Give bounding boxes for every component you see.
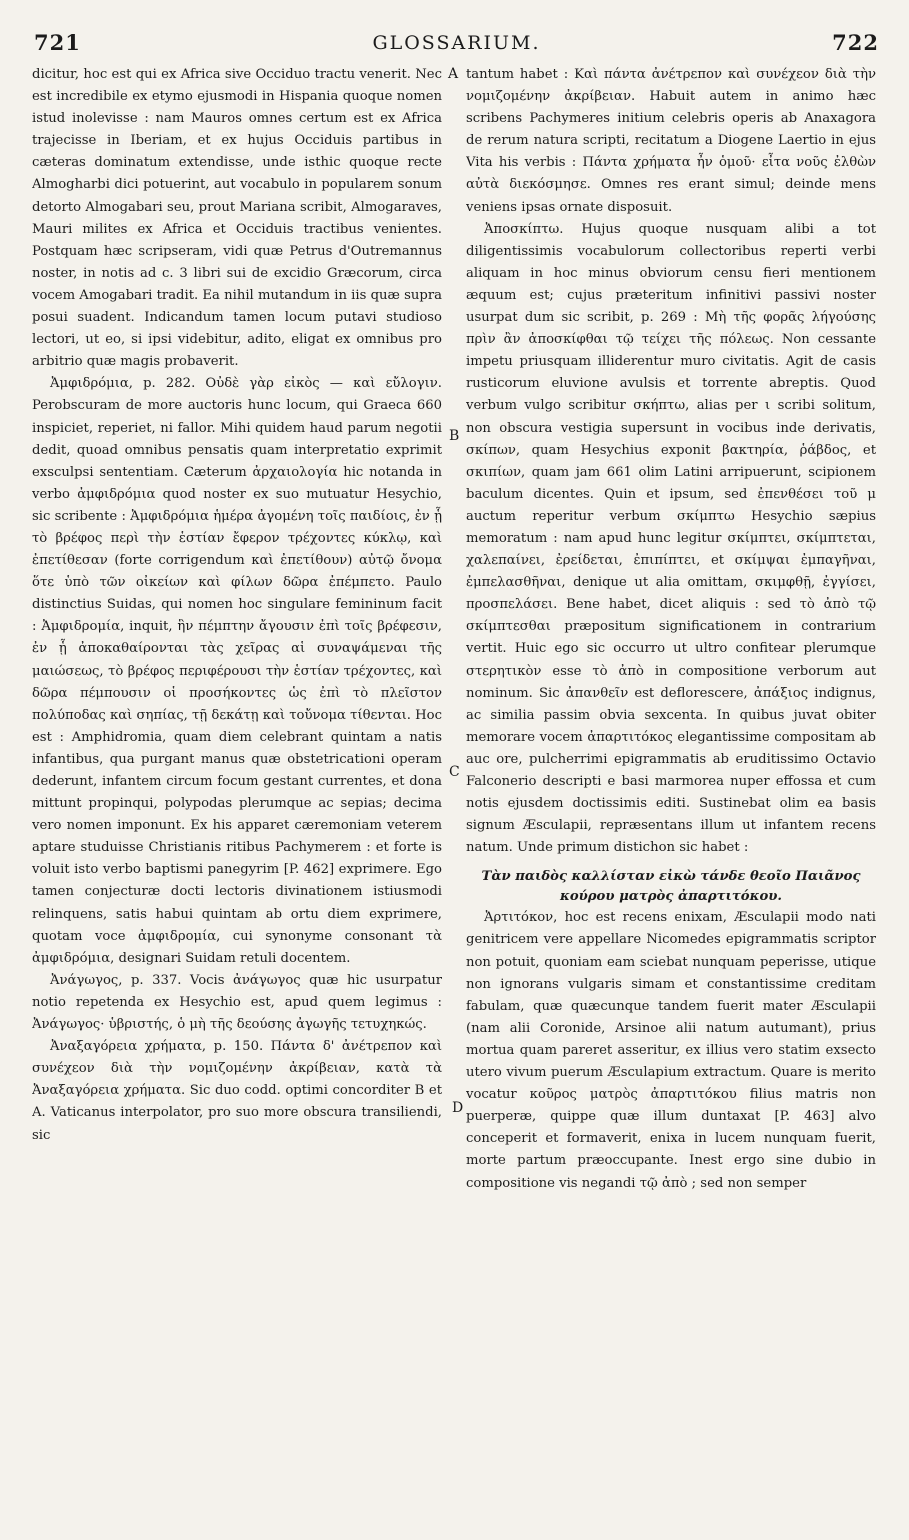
section-marker-d: D	[452, 1100, 464, 1116]
running-title: GLOSSARIUM.	[372, 32, 541, 54]
section-marker-b: B	[449, 428, 460, 444]
page-header	[34, 30, 879, 64]
paragraph: Ἀνάγωγος, p. 337. Vocis ἀνάγωγος quæ hic usurpatur notio repetenda ex Hesychio est, apud quem legimus : Ἀνάγωγος· ὑβριστής, ὁ μὴ τῆς δεούσης ἀγωγῆς τετυχηκώς.	[32, 972, 442, 1033]
page-number-left: 721	[34, 30, 81, 55]
paragraph: dicitur, hoc est qui ex Africa sive Occiduo tractu venerit. Nec est incredibile ex etymo ejusmodi in Hispania quoque nomen istud inolevisse : nam Mauros omnes certum est ex Africa trajecisse in Iberiam, et ex hujus Occiduis partibus in cæteras dominatum extendisse, unde isthic quoque recte Almogharbi dici potuerint, aut vocabulo in popularem sonum detorto Almogabari seu, prout Mariana scribit, Almogaraves, Mauri milites ex Africa et Occiduis tractibus venientes. Postquam hæc scripseram, vidi quæ Petrus d'Outremannus noster, in notis ad c. 3 libri sui de excidio Græcorum, circa vocem Amogabari tradit. Ea nihil mutandum in iis quæ supra posui suadent. Indicandum tamen locum putavi studioso lectori, ut eo, si ipsi videbitur, adito, eligat ex omnibus pro arbitrio quæ magis probaverit.	[32, 67, 442, 370]
section-marker-c: C	[449, 764, 460, 780]
paragraph: Ἀποσκίπτω. Hujus quoque nusquam alibi a tot diligentissimis vocabulorum collectoribus reperti verbi aliquam in hoc minus obviorum censu fieri mentionem æquum est; cujus præteritum infinitivi passivi noster usurpat dum sic scribit, p. 269 : Μὴ τῆς φορᾶς λήγούσης πρὶν ἂν ἀποσκίφθαι τῷ τείχει τῆς πόλεως. Non cessante impetu priusquam illiderentur muro civitatis. Agit de casis rusticorum eluvione avulsis et torrente abreptis. Quod verbum vulgo scribitur σκήπτω, alias per ι scribi solitum, non obscura vestigia supersunt in vocibus inde derivatis, σκίπων, quam Hesychius exponit βακτηρία, ῥάβδος, et σκιπίων, quam jam 661 olim Latini arripuerunt, scipionem baculum dicentes. Quin et ipsum, sed ἐπενθέσει τοῦ μ auctum reperitur verbum σκίμπτω Hesychio sæpius memoratum : nam apud hunc legitur σκίμπτει, σκίμπτεται, χαλεπαίνει, ἐρείδεται, ἐπιπίπτει, et σκίμψαι ἐμπαγῆναι, ἐμπελασθῆναι, denique ut alia omittam, σκιμφθῇ, ἐγγίσει, προσπελάσει. Bene habet, dicet aliquis : sed τὸ ἀπὸ τῷ σκίμπτεσθαι præpositum significationem in contrarium vertit. Huic ego sic occurro ut ultro confitear plerumque στερητικὸν esse τὸ ἀπὸ in compositione verborum aut nominum. Sic ἀπανθεῖν est deflorescere, ἀπάξιος indignus, ac similia passim obvia sexcenta. In quibus juvat obiter memorare vocem ἀπαρτιτόκος elegantissime compositam ab auc ore, pulcherrimi epigrammatis ab eruditissimo Octavio Falconerio descripti e basi marmorea nuper effossa et cum notis ejusdem doctissimis editi. Sustinebat olim ea basis signum Æsculapii, repræsentans illum ut infantem recens natum. Unde primum distichon sic habet :	[466, 221, 876, 856]
paragraph: Ἀναξαγόρεια χρήματα, p. 150. Πάντα δ' ἀνέτρεπον καὶ συνέχεον διὰ τὴν νομιζομένην ἀκρίβειαν, κατὰ τὰ Ἀναξαγόρεια χρήματα. Sic duo codd. optimi concorditer B et A. Vaticanus interpolator, pro suo more obscura transiliendi, sic	[32, 1039, 442, 1143]
left-column	[32, 64, 442, 1504]
section-marker-a: A	[448, 66, 459, 82]
page-number-right: 722	[832, 30, 879, 55]
right-column	[466, 64, 876, 1504]
epigram-verse: Τὰν παιδὸς καλλίσταν εἰκὼ τάνδε θεοῖο Παιᾶνος κούρου ματρὸς ἀπαρτιτόκου.	[481, 869, 861, 905]
paragraph: tantum habet : Καὶ πάντα ἀνέτρεπον καὶ συνέχεον διὰ τὴν νομιζομένην ἀκρίβειαν. Habuit autem in animo hæc scribens Pachymeres initium celebris operis ab Anaxagora de rerum natura scripti, recitatum a Diogene Laertio in ejus Vita his verbis : Πάντα χρήματα ἦν ὁμοῦ· εἶτα νοῦς ἐλθὼν αὐτὰ διεκόσμησε. Omnes res erant simul; deinde mens veniens ipsas ornate disposuit.	[466, 67, 876, 215]
paragraph: Ἀρτιτόκον, hoc est recens enixam, Æsculapii modo nati genitricem vere appellare Nicomedes epigrammatis scriptor non potuit, quoniam eam sciebat nunquam peperisse, utique non ignorans vulgaris simam et constantissime creditam fabulam, quæ quæcunque tandem fuerit mater Æsculapii (nam alii Coronide, Arsinoe alii natum autumant), prius mortua quam pareret asseritur, ex illius vero statim exsecto utero vivum puerum Æsculapium extractum. Quare is merito vocatur κοῦρος ματρὸς ἀπαρτιτόκου filius matris non puerperæ, quippe quæ illum duntaxat [P. 463] alvo conceperit et formaverit, enixa in lucem nunquam fuerit, morte partum præoccupante. Inest ergo sine dubio in compositione vis negandi τῷ ἀπὸ ; sed non semper	[466, 910, 876, 1191]
paragraph: Ἀμφιδρόμια, p. 282. Οὐδὲ γὰρ εἰκὸς — καὶ εὔλογιν. Perobscuram de more auctoris hunc locum, qui Graeca 660 inspiciet, reperiet, ni fallor. Mihi quidem haud parum negotii dedit, quoad omnibus pensatis quam interpretatio exprimit exsculpsi sententiam. Cæterum ἀρχαιολογία hic notanda in verbo ἀμφιδρόμια quod noster ex suo mutuatur Hesychio, sic scribente : Ἀμφιδρόμια ἡμέρα ἀγομένη τοῖς παιδίοις, ἐν ᾗ τὸ βρέφος περὶ τὴν ἑστίαν ἔφερον τρέχοντες κύκλῳ, καὶ ἐπετίθεσαν (forte corrigendum καὶ ἐπετίθουν) αὐτῷ ὄνομα ὅτε ὑπὸ τῶν οἰκείων καὶ φίλων δῶρα ἐπέμπετο. Paulo distinctius Suidas, qui nomen hoc singulare femininum facit : Ἀμφιδρομία, inquit, ἣν πέμπτην ἄγουσιν ἐπὶ τοῖς βρέφεσιν, ἐν ᾗ ἀποκαθαίρονται τὰς χεῖρας αἱ συναψάμεναι τῆς μαιώσεως, τὸ βρέφος περιφέρουσι τὴν ἑστίαν τρέχοντες, καὶ δῶρα πέμπουσιν οἱ προσήκοντες ὡς ἐπὶ τὸ πλεῖστον πολύποδας καὶ σηπίας, τῇ δεκάτῃ καὶ τοὔνομα τίθενται. Hoc est : Amphidromia, quam diem celebrant quintam a natis infantibus, qua purgant manus quæ obstetricationi operam dederunt, infantem circum focum gestant currentes, et dona mittunt propinqui, polypodas plerumque ac sepias; decima vero nomen imponunt. Ex his apparet cæremoniam veterem aptare studuisse Christianis ritibus Pachymerem : et forte is voluit isto verbo baptismi panegyrim [P. 462] exprimere. Ego tamen conjecturæ docti lectoris divinationem istiusmodi relinquens, satis habui quintam ab ortu diem exprimere, quotam voce ἀμφιδρομία, cui synonyme consonant τὰ ἀμφιδρόμια, designari Suidam retuli docentem.	[32, 376, 442, 966]
